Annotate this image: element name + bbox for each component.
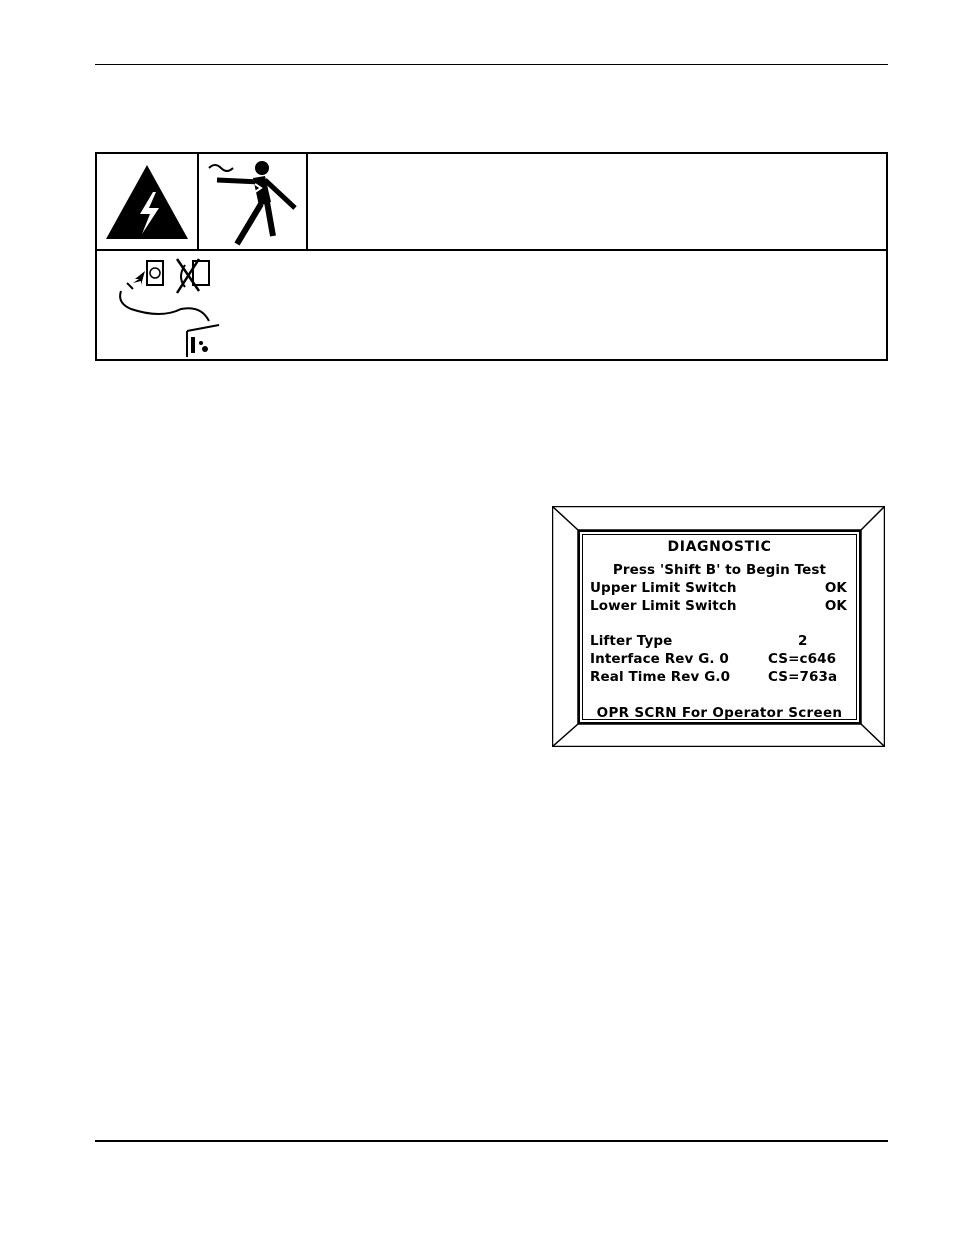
lower-limit-label: Lower Limit Switch	[590, 598, 737, 614]
interface-rev-checksum: CS=c646	[768, 651, 837, 667]
screen-title: DIAGNOSTIC	[667, 539, 772, 555]
header-rule	[95, 64, 888, 65]
interface-rev-label: Interface Rev G. 0	[590, 651, 729, 667]
screen-prompt: Press 'Shift B' to Begin Test	[612, 562, 827, 578]
real-time-rev-label: Real Time Rev G.0	[590, 669, 731, 685]
upper-limit-value: OK	[824, 580, 847, 596]
warning-icon-row	[97, 154, 886, 251]
unplug-power-cord-icon	[107, 253, 227, 359]
real-time-rev-checksum: CS=763a	[768, 669, 838, 685]
upper-limit-label: Upper Limit Switch	[590, 580, 737, 596]
warning-box	[95, 152, 888, 361]
disconnect-power-cell	[97, 251, 237, 359]
warning-triangle-cell	[97, 154, 199, 249]
footer-rule	[95, 1140, 888, 1142]
screen-footer: OPR SCRN For Operator Screen	[596, 705, 843, 721]
lifter-type-label: Lifter Type	[590, 633, 673, 649]
lower-limit-value: OK	[824, 598, 847, 614]
diagnostic-screen	[578, 530, 861, 724]
electric-shock-person-icon	[203, 158, 303, 246]
lifter-type-value: 2	[798, 633, 808, 649]
high-voltage-triangle-icon	[103, 162, 191, 242]
shock-hazard-cell	[199, 154, 308, 249]
